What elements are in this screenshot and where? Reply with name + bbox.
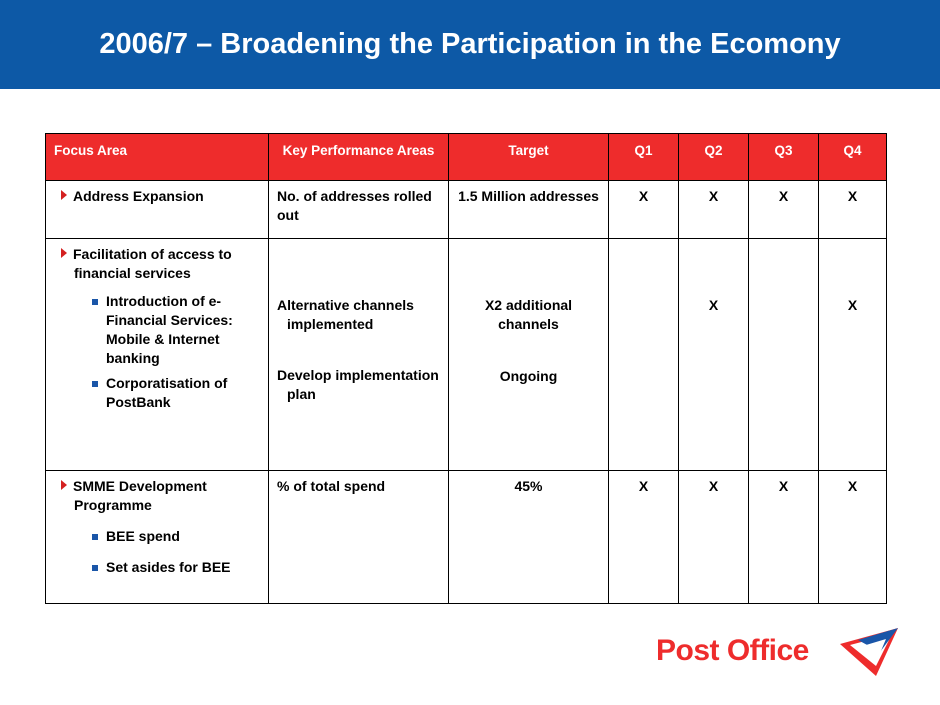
- sub-item-label: BEE spend: [106, 528, 180, 544]
- q4-cell: [819, 239, 887, 471]
- sub-item: [54, 374, 260, 412]
- table-row: [46, 181, 887, 239]
- target-cell: 45%: [449, 471, 609, 604]
- post-office-logo: [656, 620, 906, 680]
- focus-cell: [46, 471, 269, 604]
- focus-topic: [54, 187, 260, 206]
- q3-cell: X: [749, 471, 819, 604]
- header-q3: Q3: [749, 134, 819, 181]
- header-q2: Q2: [679, 134, 749, 181]
- focus-topic: [54, 245, 260, 283]
- q3-cell: X: [749, 181, 819, 239]
- focus-label: Address Expansion: [73, 188, 204, 204]
- focus-topic: [54, 477, 260, 515]
- focus-label: SMME Development Programme: [73, 478, 207, 513]
- logo-text: Post Office: [656, 634, 809, 667]
- kpa-cell: No. of addresses rolled out: [269, 181, 449, 239]
- focus-cell: [46, 239, 269, 471]
- square-bullet-icon: [92, 565, 98, 571]
- q3-cell: [749, 239, 819, 471]
- header-q4: Q4: [819, 134, 887, 181]
- q2-cell: X: [679, 181, 749, 239]
- table-row: [46, 239, 887, 471]
- focus-cell: [46, 181, 269, 239]
- square-bullet-icon: [92, 534, 98, 540]
- arrow-bullet-icon: [61, 248, 67, 258]
- header-key-performance-areas: Key Performance Areas: [269, 134, 449, 181]
- sub-item-label: Introduction of e-Financial Services: Mobile & Internet banking: [106, 293, 233, 366]
- table-row: [46, 471, 887, 604]
- q2-cell: [679, 239, 749, 471]
- target-cell: [449, 239, 609, 471]
- arrow-bullet-icon: [61, 190, 67, 200]
- square-bullet-icon: [92, 381, 98, 387]
- q2-cell: X: [679, 471, 749, 604]
- q4-cell: X: [819, 471, 887, 604]
- q4-value: X: [847, 297, 858, 313]
- sub-item: [54, 558, 260, 577]
- q1-cell: [609, 239, 679, 471]
- title-banner: [0, 0, 940, 89]
- target-cell: 1.5 Million addresses: [449, 181, 609, 239]
- square-bullet-icon: [92, 299, 98, 305]
- envelope-arrow-icon: [836, 622, 906, 678]
- focus-label: Facilitation of access to financial services: [73, 246, 232, 281]
- kpa-cell: % of total spend: [269, 471, 449, 604]
- kpa-item: Alternative channels implemented: [277, 297, 414, 332]
- sub-item: [54, 527, 260, 546]
- q2-value: X: [708, 297, 719, 313]
- kpa-cell: [269, 239, 449, 471]
- target-item: X2 additional channels: [484, 297, 573, 332]
- target-item: Ongoing: [499, 368, 558, 384]
- sub-item-label: Corporatisation of PostBank: [106, 375, 228, 410]
- header-focus-area: Focus Area: [46, 134, 269, 181]
- sub-item: [54, 292, 260, 368]
- slide-title: 2006/7 – Broadening the Participation in the Ecomony: [99, 28, 841, 60]
- arrow-bullet-icon: [61, 480, 67, 490]
- kpi-table: [45, 133, 887, 604]
- table-header-row: [46, 134, 887, 181]
- header-q1: Q1: [609, 134, 679, 181]
- sub-item-label: Set asides for BEE: [106, 559, 231, 575]
- q1-cell: X: [609, 181, 679, 239]
- q1-cell: X: [609, 471, 679, 604]
- q4-cell: X: [819, 181, 887, 239]
- kpa-item: Develop implementation plan: [277, 367, 439, 402]
- header-target: Target: [449, 134, 609, 181]
